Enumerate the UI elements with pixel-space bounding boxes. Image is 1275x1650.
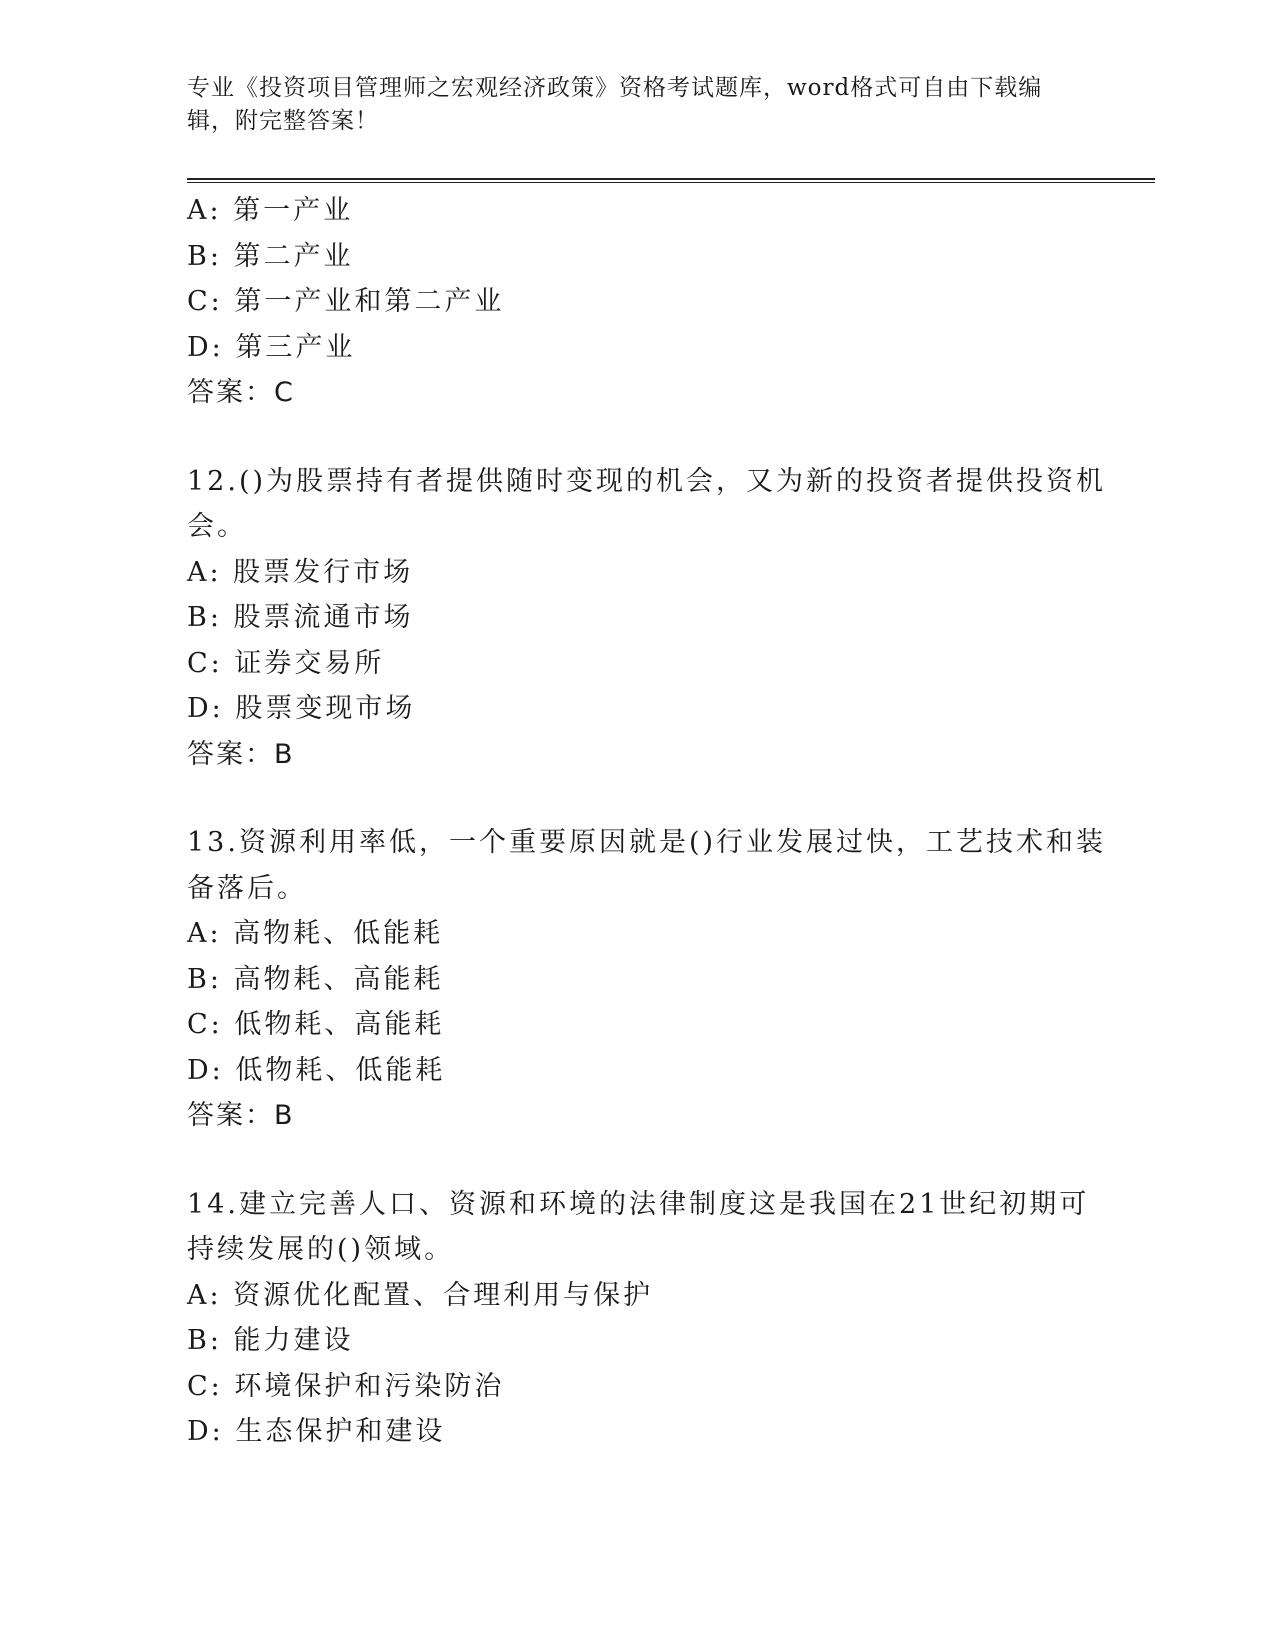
question-stem-continued: 会。 (187, 511, 247, 542)
option-a: A: 股票发行市场 (187, 556, 414, 588)
question-stem: 13.资源利用率低，一个重要原因就是()行业发展过快，工艺技术和装 (187, 827, 1107, 858)
answer: 答案：B (187, 1100, 295, 1131)
header-divider (187, 178, 1155, 183)
question-14 (187, 1182, 1090, 1455)
question-12 (187, 459, 1107, 778)
answer: 答案：C (187, 377, 295, 408)
option-b: B: 第二产业 (187, 240, 354, 272)
option-c: C: 低物耗、高能耗 (187, 1009, 445, 1040)
header-title-line-1: 专业《投资项目管理师之宏观经济政策》资格考试题库，word格式可自由下载编 (187, 75, 1043, 101)
option-d: D: 生态保护和建设 (187, 1416, 446, 1447)
option-c: C: 第一产业和第二产业 (187, 286, 505, 317)
header-title-line-2: 辑，附完整答案！ (187, 108, 379, 134)
question-stem: 14.建立完善人口、资源和环境的法律制度这是我国在21世纪初期可 (187, 1188, 1090, 1220)
question-content (187, 188, 1107, 1455)
question-13 (187, 820, 1107, 1139)
answer: 答案：B (187, 738, 295, 770)
option-a: A: 高物耗、低能耗 (187, 918, 444, 949)
option-d: D: 股票变现市场 (187, 693, 416, 724)
option-c: C: 证券交易所 (187, 647, 385, 679)
question-stem-continued: 备落后。 (187, 872, 307, 904)
question-stem-continued: 持续发展的()领域。 (187, 1234, 455, 1265)
option-a: A: 第一产业 (187, 195, 354, 226)
option-b: B: 股票流通市场 (187, 602, 414, 633)
option-b: B: 高物耗、高能耗 (187, 963, 444, 995)
option-d: D: 低物耗、低能耗 (187, 1054, 446, 1086)
option-d: D: 第三产业 (187, 331, 356, 363)
option-c: C: 环境保护和污染防治 (187, 1370, 505, 1402)
document-header (187, 72, 1067, 138)
question-11-options (187, 188, 1087, 416)
option-b: B: 能力建设 (187, 1325, 354, 1356)
question-stem: 12.()为股票持有者提供随时变现的机会，又为新的投资者提供投资机 (187, 465, 1107, 497)
option-a: A: 资源优化配置、合理利用与保护 (187, 1279, 654, 1311)
